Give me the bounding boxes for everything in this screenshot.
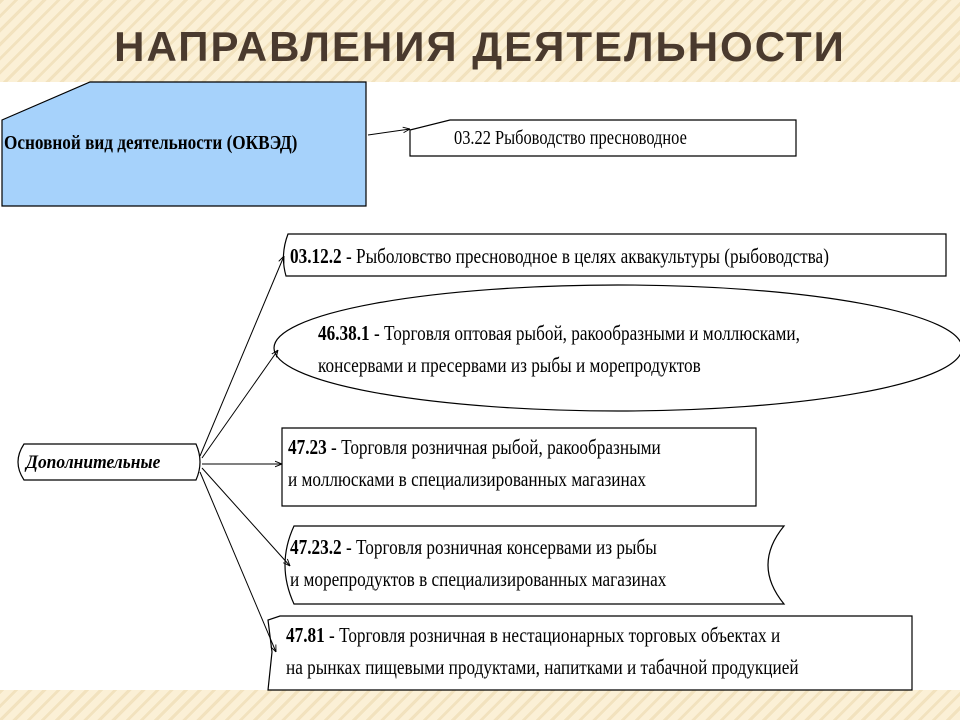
item-code-4: 47.23.2 — [290, 535, 342, 559]
item-code-1: 03.12.2 — [290, 244, 342, 268]
item-text-2-line-2: консервами и пресервами из рыбы и морепродуктов — [318, 353, 701, 377]
activity-item-4 — [290, 534, 666, 592]
activity-item-5 — [286, 622, 799, 680]
item-text-4-line-1: - Торговля розничная консервами из рыбы — [345, 535, 657, 559]
item-text-5-line-1: - Торговля розничная в нестационарных торговых объектах и — [329, 623, 781, 647]
item-text-3-line-1: - Торговля розничная рыбой, ракообразными — [331, 435, 661, 459]
item-code-3: 47.23 — [288, 435, 327, 459]
additional-label: Дополнительные — [26, 452, 161, 473]
slide-title: НАПРАВЛЕНИЯ ДЕЯТЕЛЬНОСТИ — [114, 23, 846, 70]
activity-item-2 — [318, 320, 800, 378]
main-arrow — [368, 129, 410, 135]
item-text-4-line-2: и морепродуктов в специализированных магазинах — [290, 567, 667, 591]
activity-item-1 — [290, 243, 829, 269]
main-activity-value: 03.22 Рыбоводство пресноводное — [454, 127, 687, 149]
main-activity-label: Основной вид деятельности (ОКВЭД) — [4, 132, 298, 154]
item-text-2-line-1: - Торговля оптовая рыбой, ракообразными и моллюсками, — [373, 321, 800, 345]
item-code-2: 46.38.1 — [318, 321, 370, 345]
connector-arrow-1 — [200, 256, 284, 456]
connector-arrow-4 — [202, 468, 290, 566]
item-text-1-line-1: - Рыболовство пресноводное в целях аквакультуры (рыбоводства) — [345, 244, 829, 268]
connector-arrow-2 — [202, 350, 278, 458]
item-code-5: 47.81 — [286, 623, 325, 647]
activity-item-3 — [288, 434, 661, 492]
connector-arrow-5 — [200, 472, 276, 652]
item-text-5-line-2: на рынках пищевыми продуктами, напитками и табачной продукцией — [286, 655, 799, 679]
item-text-3-line-2: и моллюсками в специализированных магазинах — [288, 467, 646, 491]
